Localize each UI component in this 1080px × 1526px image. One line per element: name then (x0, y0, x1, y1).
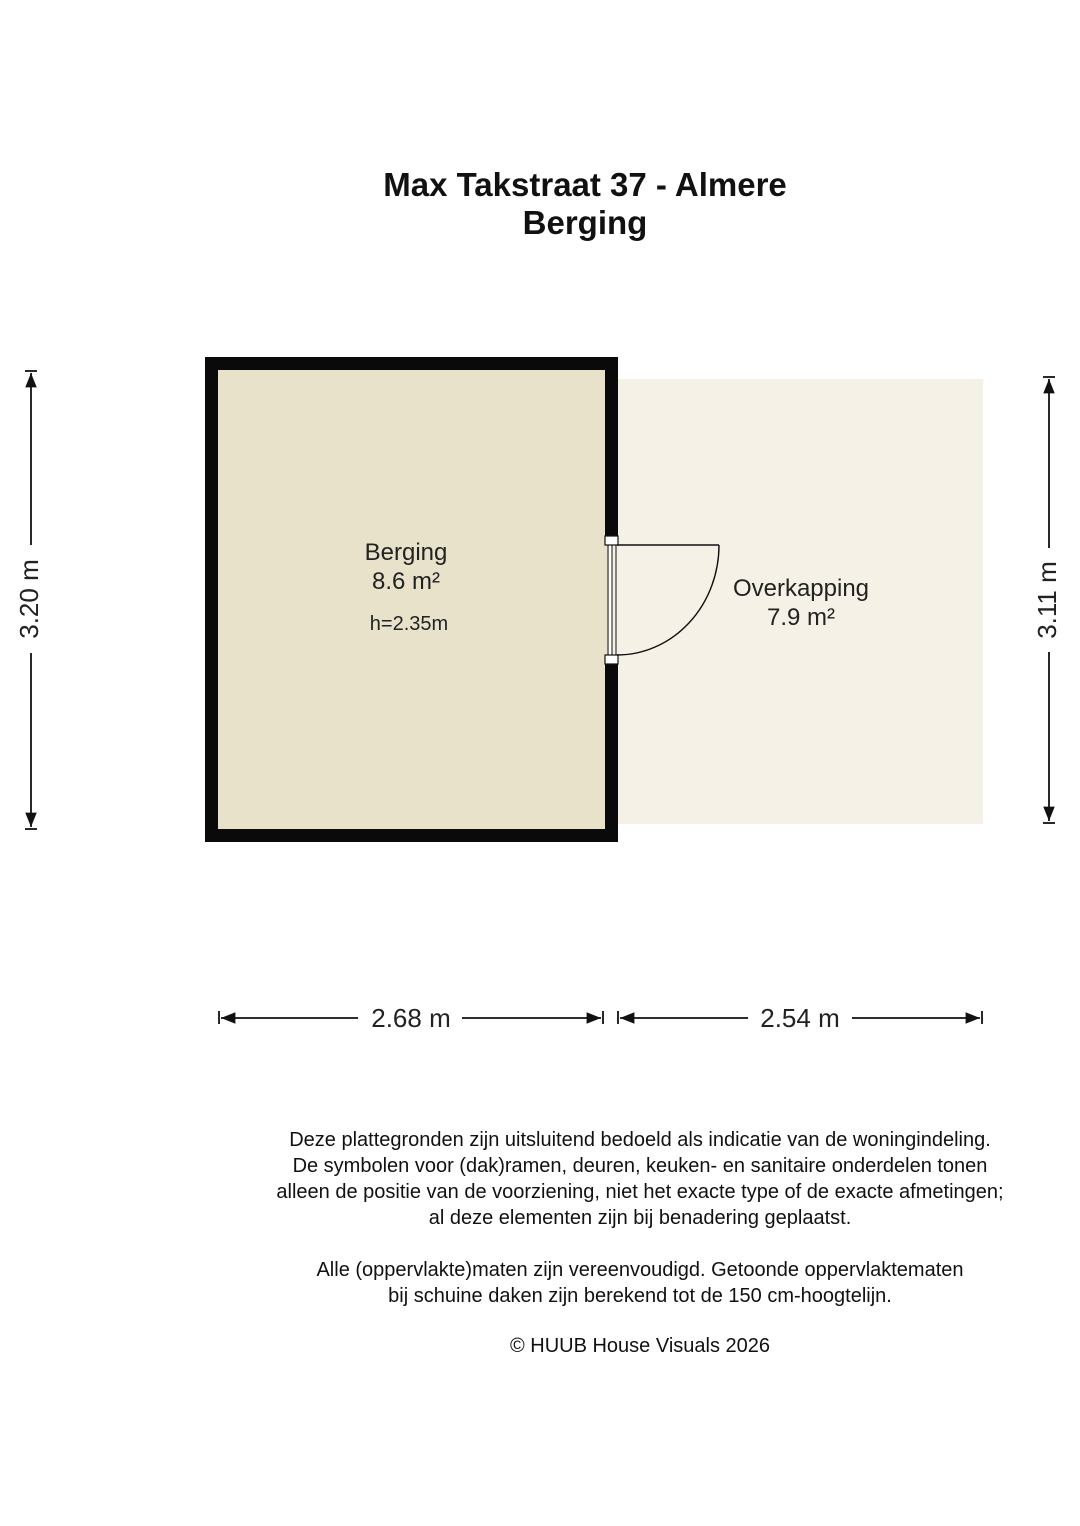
room-height-berging: h=2.35m (369, 613, 449, 635)
disclaimer-line: Alle (oppervlakte)maten zijn vereenvoudigd. Getoonde oppervlaktematen (316, 1259, 964, 1281)
disclaimer-line: Deze plattegronden zijn uitsluitend bedoeld als indicatie van de woningindeling. (289, 1129, 991, 1151)
dimension-label-bottom-right: 2.54 m (760, 1003, 840, 1033)
dimension-label-bottom-left: 2.68 m (371, 1003, 451, 1033)
plan-subtitle: Berging (522, 204, 648, 241)
copyright-notice: © HUUB House Visuals 2026 (509, 1335, 771, 1357)
disclaimer-line: al deze elementen zijn bij benadering geplaatst. (428, 1207, 852, 1229)
plan-title: Max Takstraat 37 - Almere (383, 166, 787, 203)
room-area-berging: 8.6 m² (371, 568, 441, 595)
disclaimer-line: alleen de positie van de voorziening, niet het exacte type of de exacte afmetingen; (276, 1181, 1004, 1203)
disclaimer-line: bij schuine daken zijn berekend tot de 150 cm-hoogtelijn. (388, 1285, 892, 1307)
disclaimer-line: De symbolen voor (dak)ramen, deuren, keuken- en sanitaire onderdelen tonen (292, 1155, 988, 1177)
room-name-overkapping: Overkapping (732, 575, 870, 602)
room-name-berging: Berging (364, 539, 448, 566)
dimension-label-left: 3.20 m (13, 559, 44, 639)
room-area-overkapping: 7.9 m² (766, 604, 836, 631)
berging-floor (214, 366, 609, 835)
disclaimer-paragraph-1 (200, 1127, 1080, 1231)
disclaimer-paragraph-2 (200, 1257, 1080, 1309)
dimension-label-right: 3.11 m (1031, 561, 1062, 639)
